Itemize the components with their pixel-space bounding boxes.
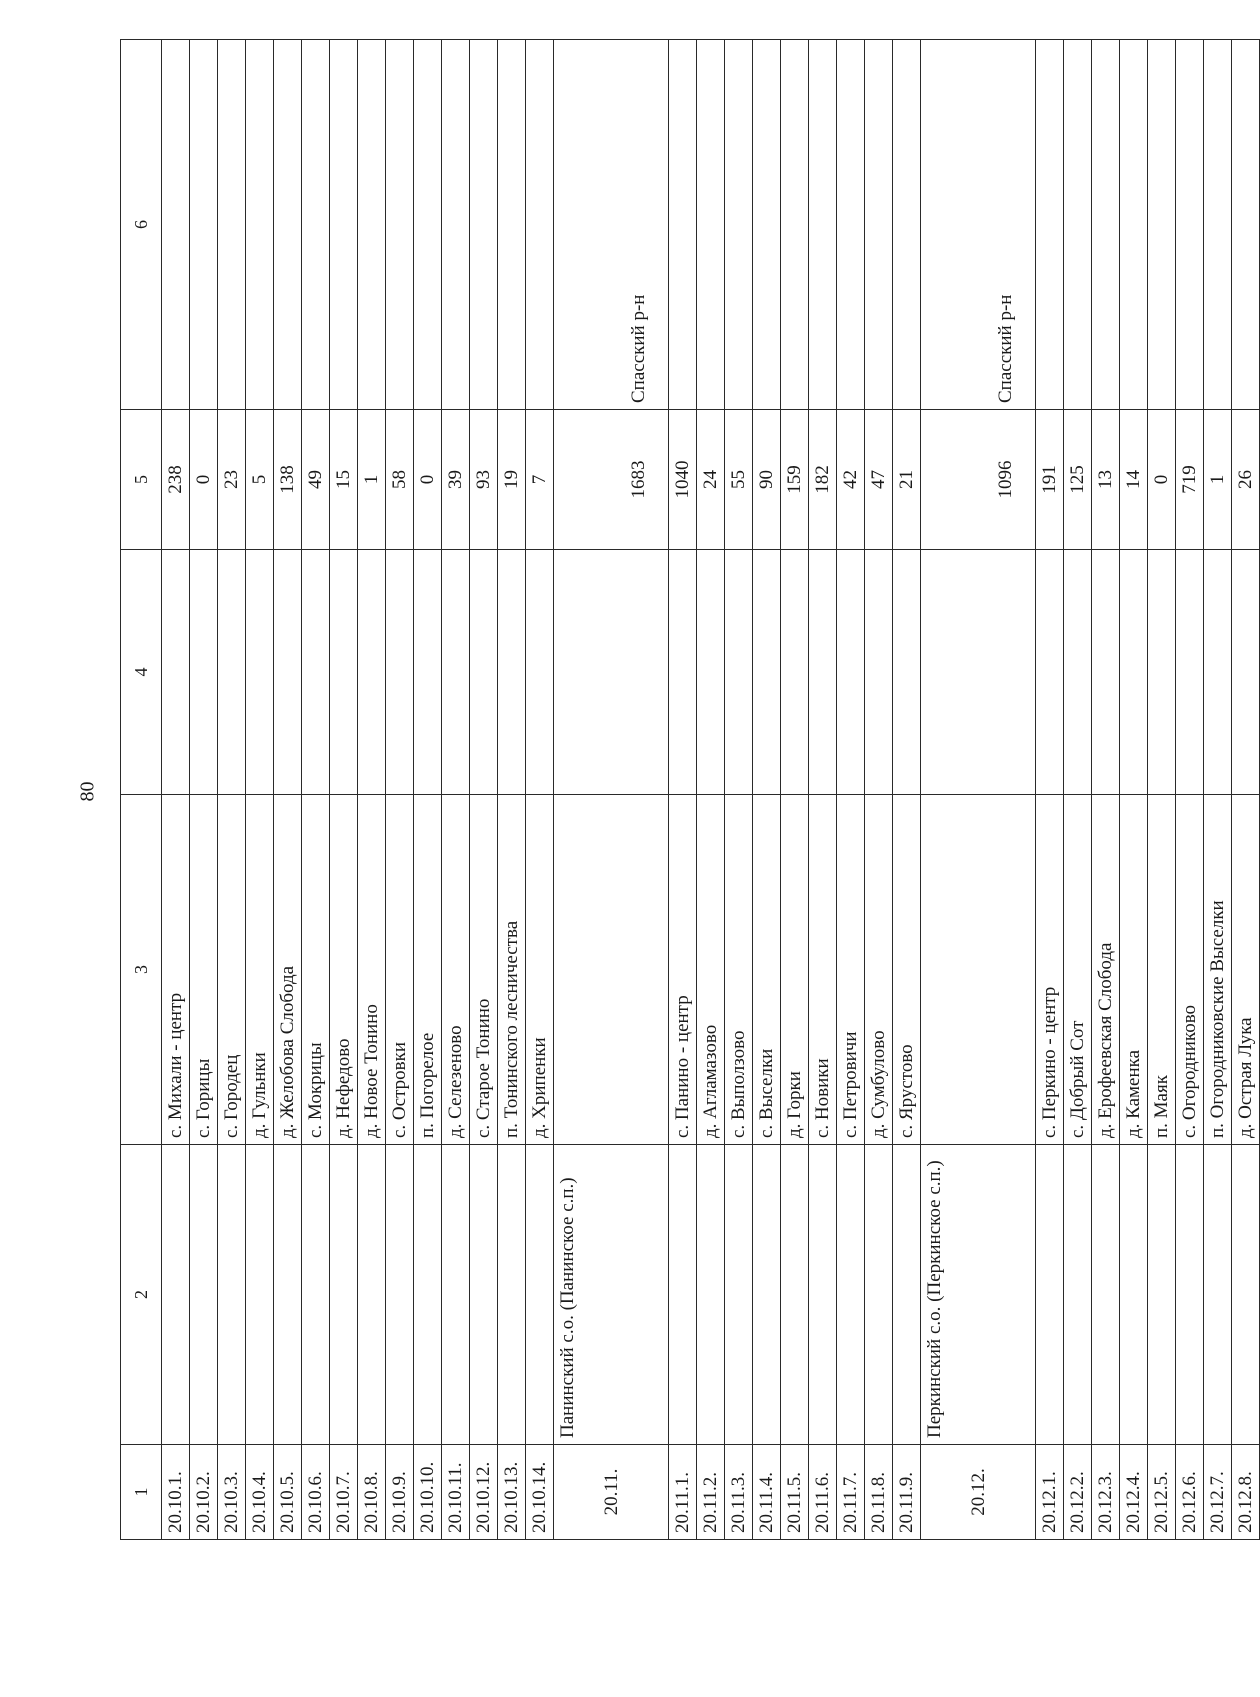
- council-name-cell: [1204, 1145, 1232, 1445]
- settlement-cell: с. Петровичи: [837, 795, 865, 1145]
- population-cell: 26: [1232, 410, 1260, 550]
- council-name-cell: [526, 1145, 554, 1445]
- council-name-cell: [837, 1145, 865, 1445]
- population-cell: 0: [414, 410, 442, 550]
- council-name-cell: [669, 1145, 697, 1445]
- table-row: [358, 40, 386, 1540]
- council-name-cell: Панинский с.о. (Панинское с.п.): [554, 1145, 669, 1445]
- population-cell: 0: [1148, 410, 1176, 550]
- population-cell: 23: [218, 410, 246, 550]
- settlement-cell: с. Мокрицы: [302, 795, 330, 1145]
- settlement-cell: с. Панино - центр: [669, 795, 697, 1145]
- row-number-cell: 20.12.7.: [1204, 1445, 1232, 1540]
- district-cell: [526, 40, 554, 410]
- population-cell: 15: [330, 410, 358, 550]
- population-cell: 21: [893, 410, 921, 550]
- row-number-cell: 20.10.2.: [190, 1445, 218, 1540]
- settlement-cell: п. Погорелое: [414, 795, 442, 1145]
- settlement-cell: п. Маяк: [1148, 795, 1176, 1145]
- council-name-cell: [190, 1145, 218, 1445]
- column-header: 4: [121, 550, 162, 795]
- district-cell: [274, 40, 302, 410]
- district-cell: [162, 40, 190, 410]
- council-name-cell: [1064, 1145, 1092, 1445]
- row-number-cell: 20.11.9.: [893, 1445, 921, 1540]
- column-4-cell: [1120, 550, 1148, 795]
- district-cell: [330, 40, 358, 410]
- population-cell: 1: [1204, 410, 1232, 550]
- district-cell: [1092, 40, 1120, 410]
- population-cell: 1040: [669, 410, 697, 550]
- table-row: [1232, 40, 1260, 1540]
- district-row: [554, 40, 669, 1540]
- column-4-cell: [470, 550, 498, 795]
- settlement-cell: с. Выселки: [753, 795, 781, 1145]
- settlements-table: [120, 39, 1260, 1540]
- column-4-cell: [358, 550, 386, 795]
- district-cell: [697, 40, 725, 410]
- row-number-cell: 20.10.9.: [386, 1445, 414, 1540]
- table-row: [837, 40, 865, 1540]
- council-name-cell: [1232, 1145, 1260, 1445]
- column-header: 2: [121, 1145, 162, 1445]
- row-number-cell: 20.11.1.: [669, 1445, 697, 1540]
- population-cell: 24: [697, 410, 725, 550]
- header-row: [121, 40, 162, 1540]
- column-4-cell: [753, 550, 781, 795]
- population-cell: 1096: [921, 410, 1036, 550]
- population-cell: 0: [190, 410, 218, 550]
- settlement-cell: п. Огородниковские Выселки: [1204, 795, 1232, 1145]
- table-row: [498, 40, 526, 1540]
- column-4-cell: [1232, 550, 1260, 795]
- district-cell: [302, 40, 330, 410]
- row-number-cell: 20.10.4.: [246, 1445, 274, 1540]
- district-cell: [414, 40, 442, 410]
- settlement-cell: [921, 795, 1036, 1145]
- column-4-cell: [442, 550, 470, 795]
- settlement-cell: п. Тонинского лесничества: [498, 795, 526, 1145]
- district-cell: [669, 40, 697, 410]
- column-4-cell: [330, 550, 358, 795]
- council-name-cell: [893, 1145, 921, 1445]
- council-name-cell: [865, 1145, 893, 1445]
- district-cell: [1036, 40, 1064, 410]
- row-number-cell: 20.10.12.: [470, 1445, 498, 1540]
- column-4-cell: [190, 550, 218, 795]
- column-4-cell: [246, 550, 274, 795]
- row-number-cell: 20.12.1.: [1036, 1445, 1064, 1540]
- table-row: [1148, 40, 1176, 1540]
- column-4-cell: [1036, 550, 1064, 795]
- district-cell: [358, 40, 386, 410]
- population-cell: 19: [498, 410, 526, 550]
- page-number: 80: [76, 781, 99, 802]
- district-cell: [781, 40, 809, 410]
- column-4-cell: [218, 550, 246, 795]
- population-cell: 138: [274, 410, 302, 550]
- population-cell: 58: [386, 410, 414, 550]
- table-row: [386, 40, 414, 1540]
- table-row: [442, 40, 470, 1540]
- council-name-cell: [725, 1145, 753, 1445]
- rotated-document: [120, 40, 1256, 1540]
- column-4-cell: [921, 550, 1036, 795]
- council-name-cell: [218, 1145, 246, 1445]
- table-row: [1204, 40, 1232, 1540]
- settlement-cell: с. Островки: [386, 795, 414, 1145]
- council-name-cell: [781, 1145, 809, 1445]
- council-name-cell: Перкинский с.о. (Перкинское с.п.): [921, 1145, 1036, 1445]
- column-4-cell: [809, 550, 837, 795]
- column-4-cell: [669, 550, 697, 795]
- population-cell: 1: [358, 410, 386, 550]
- district-cell: [1120, 40, 1148, 410]
- column-header: 6: [121, 40, 162, 410]
- district-cell: [1204, 40, 1232, 410]
- population-cell: 7: [526, 410, 554, 550]
- district-cell: [386, 40, 414, 410]
- row-number-cell: 20.11.8.: [865, 1445, 893, 1540]
- row-number-cell: 20.11.: [554, 1445, 669, 1540]
- column-4-cell: [526, 550, 554, 795]
- council-name-cell: [1120, 1145, 1148, 1445]
- council-name-cell: [1092, 1145, 1120, 1445]
- row-number-cell: 20.10.5.: [274, 1445, 302, 1540]
- column-4-cell: [781, 550, 809, 795]
- settlement-cell: с. Ярустово: [893, 795, 921, 1145]
- column-4-cell: [302, 550, 330, 795]
- district-cell: [809, 40, 837, 410]
- row-number-cell: 20.12.: [921, 1445, 1036, 1540]
- row-number-cell: 20.11.5.: [781, 1445, 809, 1540]
- table-row: [526, 40, 554, 1540]
- population-cell: 13: [1092, 410, 1120, 550]
- row-number-cell: 20.12.8.: [1232, 1445, 1260, 1540]
- council-name-cell: [1036, 1145, 1064, 1445]
- row-number-cell: 20.12.2.: [1064, 1445, 1092, 1540]
- row-number-cell: 20.10.1.: [162, 1445, 190, 1540]
- column-4-cell: [1064, 550, 1092, 795]
- table-row: [781, 40, 809, 1540]
- population-cell: 159: [781, 410, 809, 550]
- column-4-cell: [162, 550, 190, 795]
- settlement-cell: с. Добрый Сот: [1064, 795, 1092, 1145]
- district-cell: [865, 40, 893, 410]
- column-4-cell: [1092, 550, 1120, 795]
- settlement-cell: с. Выползово: [725, 795, 753, 1145]
- district-cell: [893, 40, 921, 410]
- population-cell: 90: [753, 410, 781, 550]
- settlement-cell: с. Перкино - центр: [1036, 795, 1064, 1145]
- row-number-cell: 20.10.10.: [414, 1445, 442, 1540]
- column-4-cell: [554, 550, 669, 795]
- population-cell: 47: [865, 410, 893, 550]
- district-cell: [1148, 40, 1176, 410]
- council-name-cell: [498, 1145, 526, 1445]
- table-row: [865, 40, 893, 1540]
- row-number-cell: 20.11.6.: [809, 1445, 837, 1540]
- population-cell: 1683: [554, 410, 669, 550]
- column-4-cell: [1148, 550, 1176, 795]
- council-name-cell: [809, 1145, 837, 1445]
- settlement-cell: [554, 795, 669, 1145]
- column-4-cell: [386, 550, 414, 795]
- council-name-cell: [470, 1145, 498, 1445]
- settlement-cell: д. Желобова Слобода: [274, 795, 302, 1145]
- table-row: [162, 40, 190, 1540]
- row-number-cell: 20.10.13.: [498, 1445, 526, 1540]
- column-4-cell: [274, 550, 302, 795]
- table-row: [470, 40, 498, 1540]
- row-number-cell: 20.11.2.: [697, 1445, 725, 1540]
- council-name-cell: [1148, 1145, 1176, 1445]
- table-row: [1064, 40, 1092, 1540]
- column-4-cell: [498, 550, 526, 795]
- population-cell: 719: [1176, 410, 1204, 550]
- population-cell: 93: [470, 410, 498, 550]
- population-cell: 55: [725, 410, 753, 550]
- table-row: [809, 40, 837, 1540]
- settlement-cell: с. Старое Тонино: [470, 795, 498, 1145]
- settlement-cell: с. Городец: [218, 795, 246, 1145]
- table-row: [753, 40, 781, 1540]
- row-number-cell: 20.10.7.: [330, 1445, 358, 1540]
- row-number-cell: 20.10.3.: [218, 1445, 246, 1540]
- row-number-cell: 20.10.11.: [442, 1445, 470, 1540]
- district-cell: [837, 40, 865, 410]
- settlement-cell: д. Нефедово: [330, 795, 358, 1145]
- district-cell: [498, 40, 526, 410]
- population-cell: 42: [837, 410, 865, 550]
- settlement-cell: с. Горицы: [190, 795, 218, 1145]
- settlement-cell: с. Огородниково: [1176, 795, 1204, 1145]
- row-number-cell: 20.11.7.: [837, 1445, 865, 1540]
- district-cell: [1176, 40, 1204, 410]
- row-number-cell: 20.10.8.: [358, 1445, 386, 1540]
- settlement-cell: д. Ерофеевская Слобода: [1092, 795, 1120, 1145]
- district-cell: [246, 40, 274, 410]
- row-number-cell: 20.11.3.: [725, 1445, 753, 1540]
- population-cell: 125: [1064, 410, 1092, 550]
- council-name-cell: [274, 1145, 302, 1445]
- column-header: 1: [121, 1445, 162, 1540]
- population-cell: 191: [1036, 410, 1064, 550]
- council-name-cell: [386, 1145, 414, 1445]
- row-number-cell: 20.10.6.: [302, 1445, 330, 1540]
- council-name-cell: [302, 1145, 330, 1445]
- table-row: [246, 40, 274, 1540]
- population-cell: 14: [1120, 410, 1148, 550]
- row-number-cell: 20.12.4.: [1120, 1445, 1148, 1540]
- table-row: [302, 40, 330, 1540]
- table-row: [1120, 40, 1148, 1540]
- settlement-cell: д. Хрипенки: [526, 795, 554, 1145]
- district-cell: [725, 40, 753, 410]
- district-cell: [470, 40, 498, 410]
- settlement-cell: д. Новое Тонино: [358, 795, 386, 1145]
- council-name-cell: [330, 1145, 358, 1445]
- table-row: [893, 40, 921, 1540]
- row-number-cell: 20.12.5.: [1148, 1445, 1176, 1540]
- table-row: [1036, 40, 1064, 1540]
- settlement-cell: д. Горки: [781, 795, 809, 1145]
- column-4-cell: [865, 550, 893, 795]
- district-cell: [442, 40, 470, 410]
- council-name-cell: [414, 1145, 442, 1445]
- row-number-cell: 20.12.3.: [1092, 1445, 1120, 1540]
- table-row: [669, 40, 697, 1540]
- table-body: [121, 40, 1260, 1540]
- district-cell: [1064, 40, 1092, 410]
- column-4-cell: [837, 550, 865, 795]
- row-number-cell: 20.12.6.: [1176, 1445, 1204, 1540]
- population-cell: 238: [162, 410, 190, 550]
- column-4-cell: [1176, 550, 1204, 795]
- district-cell: Спасский р-н: [921, 40, 1036, 410]
- settlement-cell: с. Михали - центр: [162, 795, 190, 1145]
- council-name-cell: [442, 1145, 470, 1445]
- table-row: [1176, 40, 1204, 1540]
- population-cell: 39: [442, 410, 470, 550]
- district-cell: [1232, 40, 1260, 410]
- population-cell: 5: [246, 410, 274, 550]
- population-cell: 49: [302, 410, 330, 550]
- column-header: 3: [121, 795, 162, 1145]
- council-name-cell: [753, 1145, 781, 1445]
- row-number-cell: 20.11.4.: [753, 1445, 781, 1540]
- column-4-cell: [697, 550, 725, 795]
- council-name-cell: [697, 1145, 725, 1445]
- settlement-cell: д. Каменка: [1120, 795, 1148, 1145]
- column-4-cell: [725, 550, 753, 795]
- council-name-cell: [1176, 1145, 1204, 1445]
- table-row: [414, 40, 442, 1540]
- district-cell: [218, 40, 246, 410]
- settlement-cell: д. Острая Лука: [1232, 795, 1260, 1145]
- council-name-cell: [162, 1145, 190, 1445]
- settlement-cell: д. Агламазово: [697, 795, 725, 1145]
- district-cell: [753, 40, 781, 410]
- column-header: 5: [121, 410, 162, 550]
- district-row: [921, 40, 1036, 1540]
- table-row: [330, 40, 358, 1540]
- table-row: [218, 40, 246, 1540]
- table-row: [697, 40, 725, 1540]
- settlement-cell: д. Сумбулово: [865, 795, 893, 1145]
- column-4-cell: [1204, 550, 1232, 795]
- district-cell: [190, 40, 218, 410]
- column-4-cell: [893, 550, 921, 795]
- table-row: [190, 40, 218, 1540]
- settlement-cell: д. Селезеново: [442, 795, 470, 1145]
- district-cell: Спасский р-н: [554, 40, 669, 410]
- settlement-cell: д. Гульнки: [246, 795, 274, 1145]
- council-name-cell: [246, 1145, 274, 1445]
- population-cell: 182: [809, 410, 837, 550]
- row-number-cell: 20.10.14.: [526, 1445, 554, 1540]
- table-row: [1092, 40, 1120, 1540]
- settlement-cell: с. Новики: [809, 795, 837, 1145]
- column-4-cell: [414, 550, 442, 795]
- council-name-cell: [358, 1145, 386, 1445]
- table-row: [725, 40, 753, 1540]
- table-row: [274, 40, 302, 1540]
